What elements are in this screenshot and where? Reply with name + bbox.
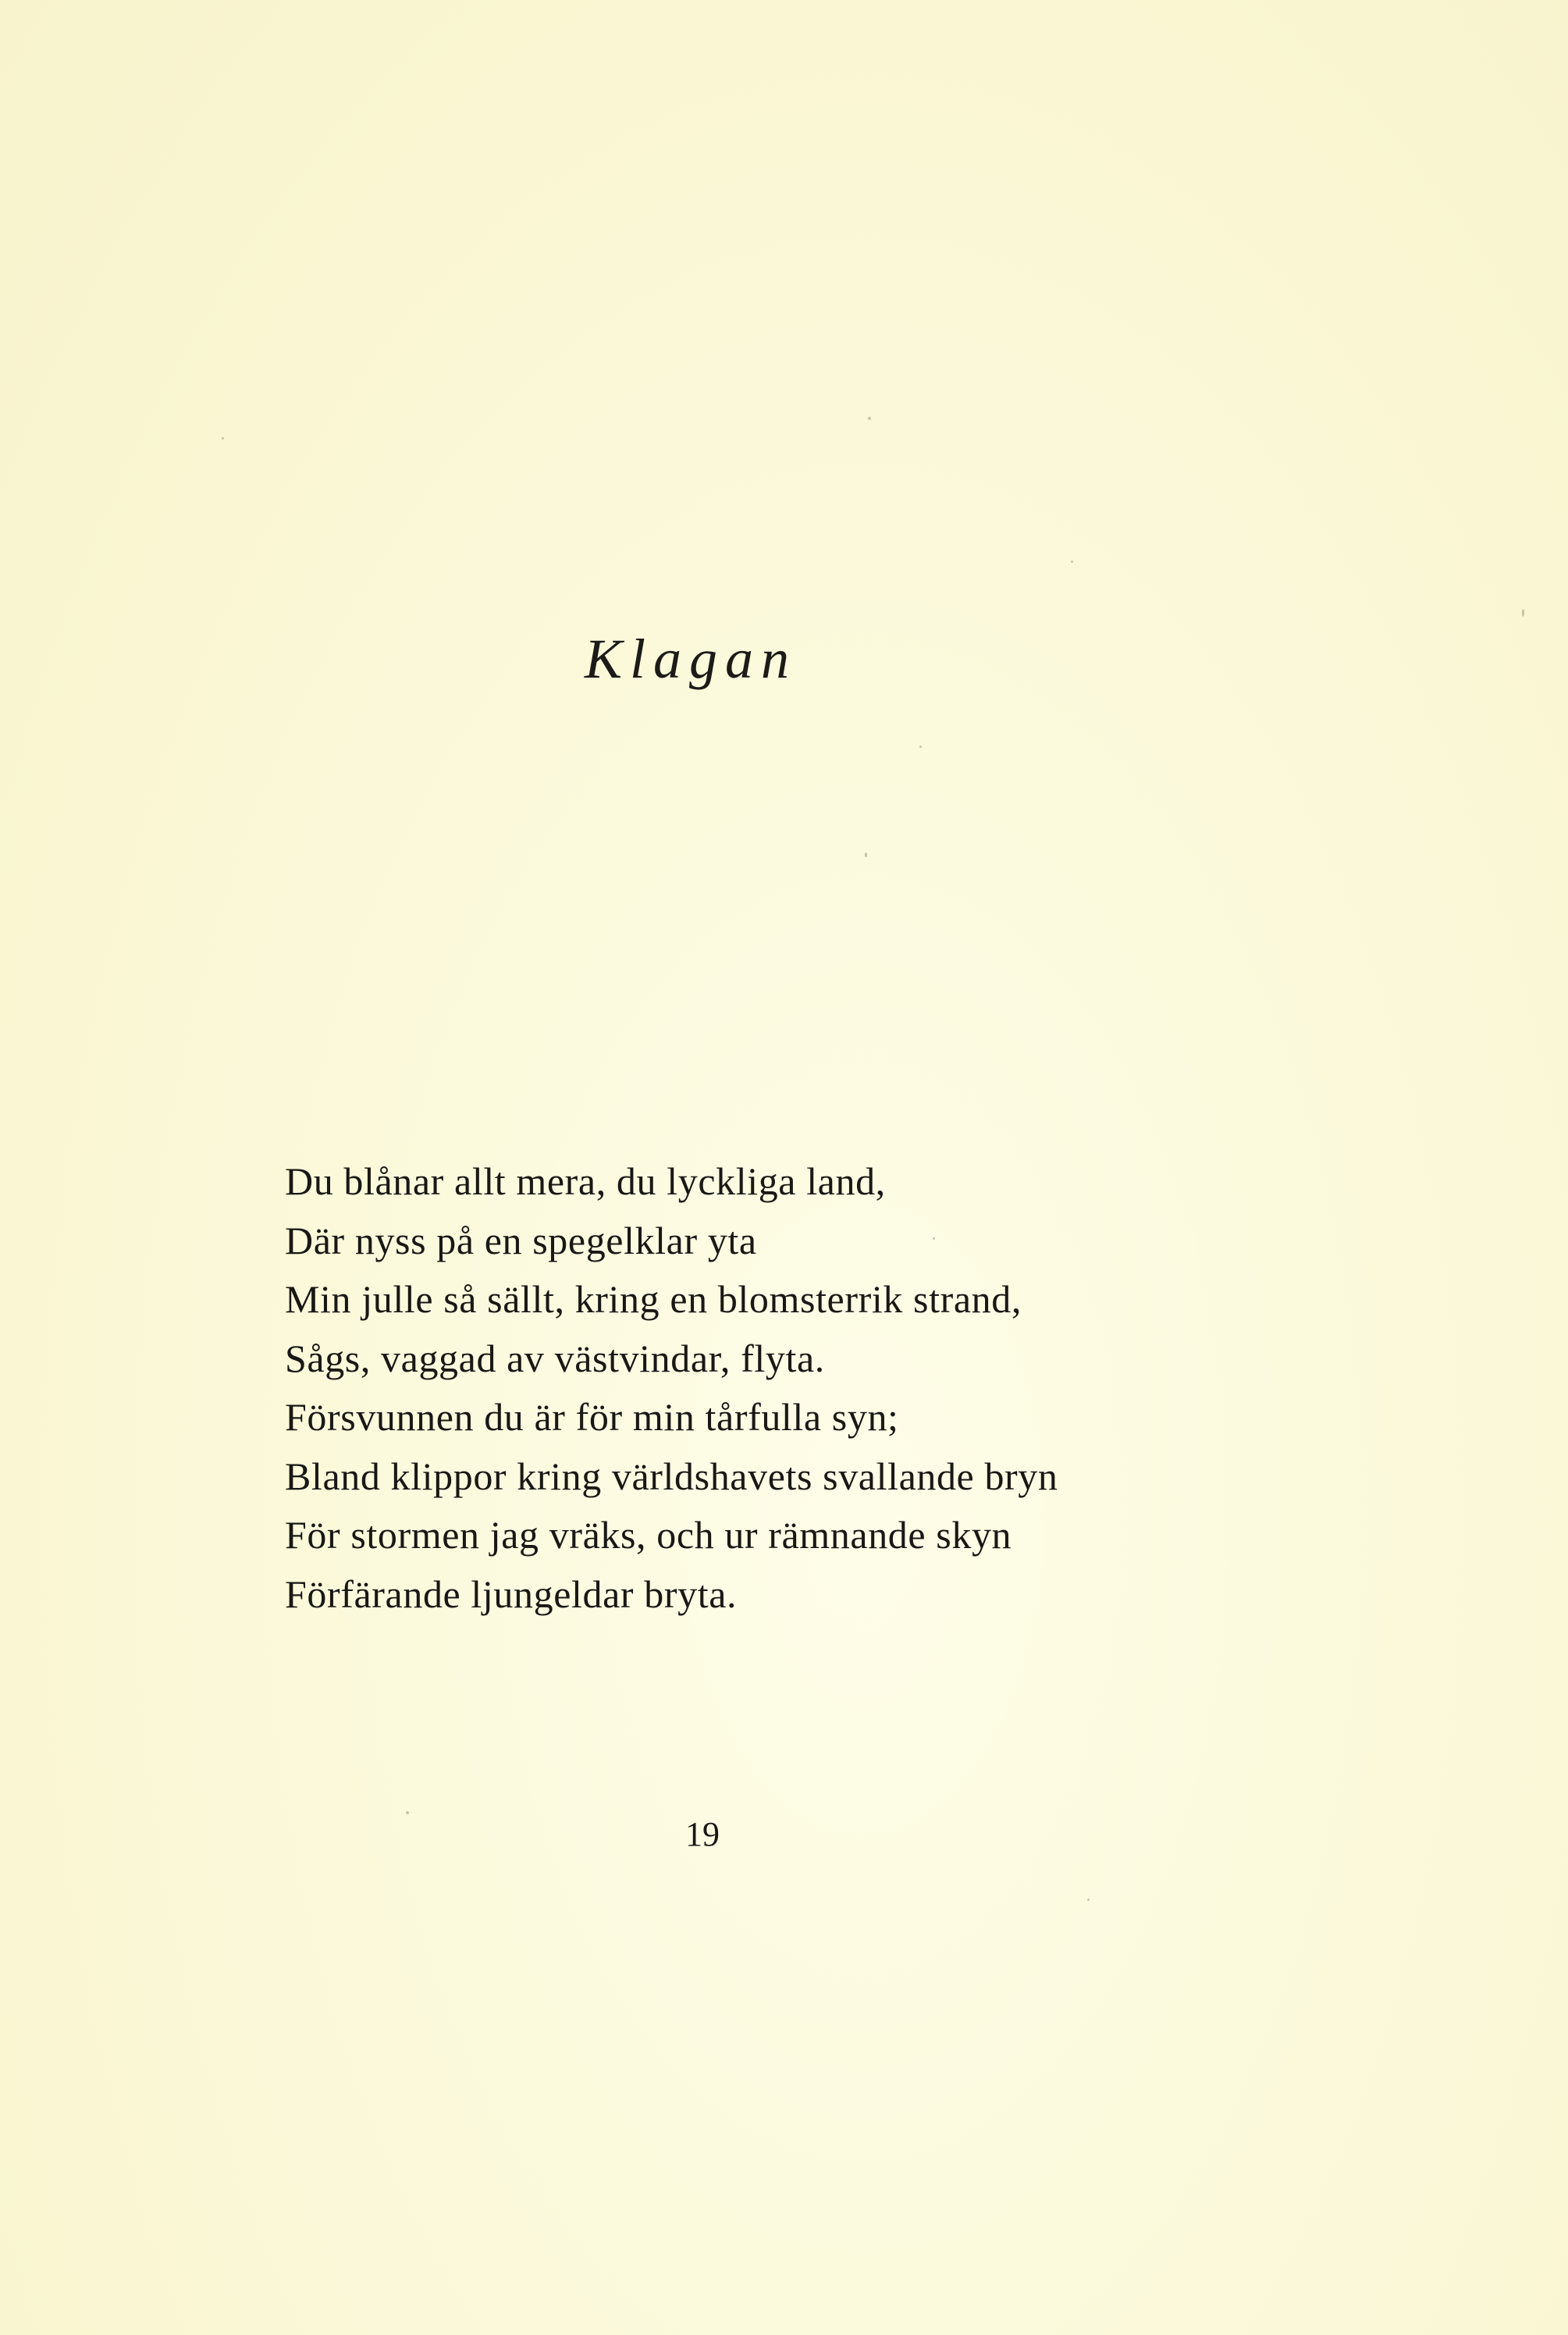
paper-speck xyxy=(406,1811,409,1814)
poem-line: Där nyss på en spegelklar yta xyxy=(285,1218,757,1262)
paper-speck xyxy=(1071,561,1073,563)
paper-speck xyxy=(1087,1899,1090,1901)
paper-speck xyxy=(222,437,224,440)
poem-line: Bland klippor kring världshavets svallande bryn xyxy=(285,1454,1058,1498)
poem-line: Försvunnen du är för min tårfulla syn; xyxy=(285,1395,899,1439)
poem-line: För stormen jag vräks, och ur rämnande skyn xyxy=(285,1513,1012,1557)
paper-speck xyxy=(919,746,922,748)
page-number: 19 xyxy=(685,1815,720,1853)
paper-speck xyxy=(868,417,871,420)
poem-stanza xyxy=(285,1152,1221,1624)
paper-speck xyxy=(1522,609,1524,617)
poem-line: Du blånar allt mera, du lyckliga land, xyxy=(285,1159,886,1203)
poem-line: Förfärande ljungeldar bryta. xyxy=(285,1571,738,1616)
poem-title: Klagan xyxy=(584,628,798,690)
poem-line: Sågs, vaggad av västvindar, flyta. xyxy=(285,1336,825,1380)
paper-speck xyxy=(865,852,867,857)
poem-line: Min julle så sällt, kring en blomsterrik strand, xyxy=(285,1277,1022,1321)
